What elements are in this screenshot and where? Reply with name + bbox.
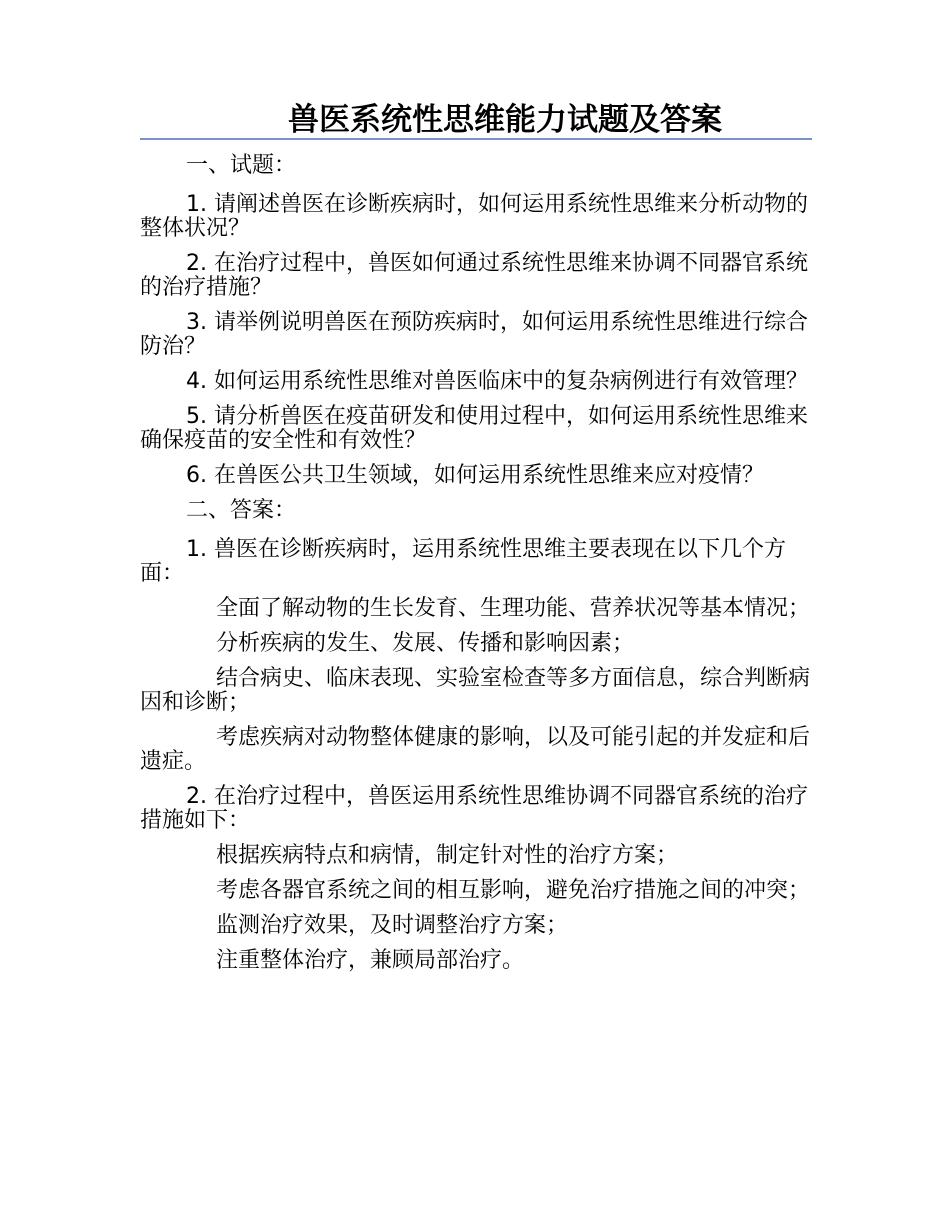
question-item: 1. 请阐述兽医在诊断疾病时，如何运用系统性思维来分析动物的整体状况？ [140,192,808,241]
section-heading-answers: 二、答案： [186,498,297,523]
question-item: 6. 在兽医公共卫生领域，如何运用系统性思维来应对疫情？ [186,463,764,488]
answer-point: 分析疾病的发生、发展、传播和影响因素； [216,631,635,656]
answer-intro: 2. 在治疗过程中，兽医运用系统性思维协调不同器官系统的治疗措施如下： [140,784,808,833]
answer-point: 根据疾病特点和病情，制定针对性的治疗方案； [216,843,679,868]
question-item: 5. 请分析兽医在疫苗研发和使用过程中，如何运用系统性思维来确保疫苗的安全性和有效性？ [140,404,808,453]
question-item: 3. 请举例说明兽医在预防疾病时，如何运用系统性思维进行综合防治？ [140,310,808,359]
answer-point: 监测治疗效果，及时调整治疗方案； [216,913,569,938]
document-title: 兽医系统性思维能力试题及答案 [288,102,722,138]
answer-intro: 1. 兽医在诊断疾病时，运用系统性思维主要表现在以下几个方面： [140,537,786,586]
section-heading-questions: 一、试题： [186,153,297,178]
document-page [140,100,812,984]
answer-point: 全面了解动物的生长发育、生理功能、营养状况等基本情况； [216,596,811,621]
answer-point: 考虑疾病对动物整体健康的影响，以及可能引起的并发症和后遗症。 [140,725,811,774]
answer-point: 结合病史、临床表现、实验室检查等多方面信息，综合判断病因和诊断； [140,666,811,715]
question-item: 2. 在治疗过程中，兽医如何通过系统性思维来协调不同器官系统的治疗措施？ [140,251,808,300]
answer-point: 考虑各器官系统之间的相互影响，避免治疗措施之间的冲突； [216,878,811,903]
question-item: 4. 如何运用系统性思维对兽医临床中的复杂病例进行有效管理？ [186,369,808,394]
answer-point: 注重整体治疗，兼顾局部治疗。 [216,948,525,973]
